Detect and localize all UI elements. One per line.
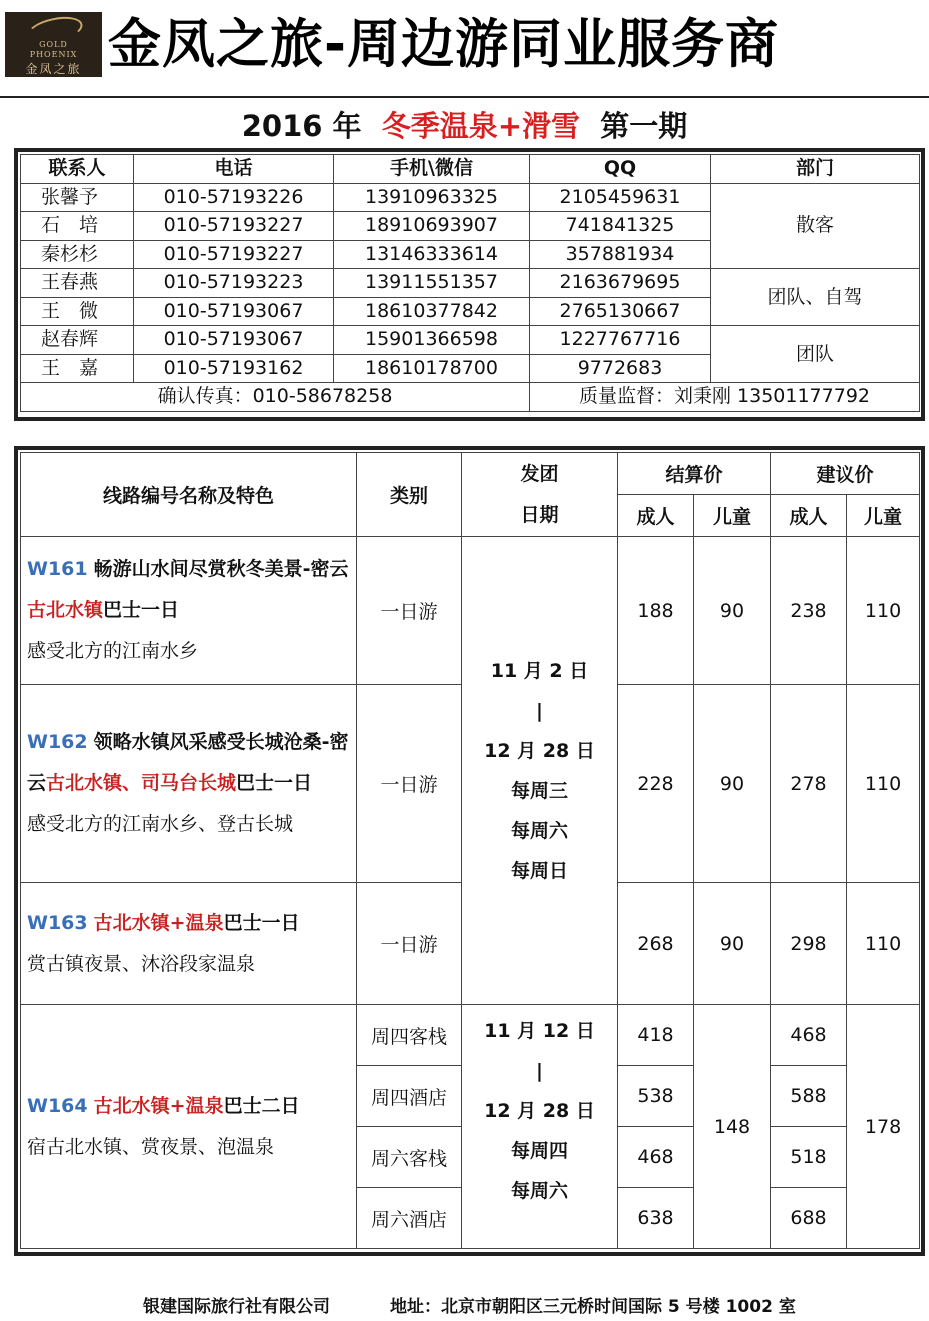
route-highlight: 古北水镇+温泉 [93,911,224,934]
contact-row [21,326,920,355]
col-settle-price: 结算价 [618,453,771,495]
settle-adult: 188 [618,537,694,685]
route-category: 一日游 [357,883,462,1005]
route-option-category: 周四酒店 [357,1066,462,1127]
settle-child: 148 [694,1005,771,1249]
subtitle-year: 2016 年 [241,109,362,143]
route-title-suffix: 巴士二日 [223,1094,300,1117]
route-row-w164 [21,1005,920,1066]
route-note: 赏古镇夜景、沐浴段家温泉 [27,952,256,975]
route-desc-w164 [21,1005,357,1249]
route-title-text: 领略水镇风采感受长城沧桑-密云 [27,731,349,794]
suggest-child: 178 [847,1005,920,1249]
contact-qq: 2163679695 [530,269,711,298]
date-weekday: 每周日 [510,859,568,882]
date-weekday: 每周六 [510,1180,568,1202]
suggest-adult: 688 [771,1188,847,1249]
contact-qq: 1227767716 [530,326,711,355]
contact-mobile: 13146333614 [334,240,530,269]
route-title-text: 畅游山水间尽赏秋冬美景-密云 [93,558,349,580]
page-title: 金凤之旅-周边游同业服务商 [108,14,779,75]
settle-child: 90 [694,685,771,883]
date-weekday: 每周四 [510,1140,568,1162]
settle-adult: 638 [618,1188,694,1249]
route-note: 感受北方的江南水乡 [27,640,199,662]
route-desc-w163 [21,883,357,1005]
date-separator: | [536,699,543,722]
contact-name: 石 培 [21,212,134,241]
route-option-category: 周六酒店 [357,1188,462,1249]
route-category: 一日游 [357,537,462,685]
depart-dates-b [462,1005,618,1249]
dept-group: 团队 [711,326,920,383]
col-route: 线路编号名称及特色 [21,453,357,537]
contact-phone: 010-57193227 [134,212,334,241]
subtitle-theme: 冬季温泉+滑雪 [381,109,581,143]
col-suggest-child: 儿童 [847,495,920,537]
contacts-footer-row [21,383,920,412]
col-settle-child: 儿童 [694,495,771,537]
settle-adult: 268 [618,883,694,1005]
date-end: 12 月 28 日 [484,1100,595,1122]
suggest-adult: 588 [771,1066,847,1127]
col-mobile: 手机\微信 [334,155,530,184]
subtitle-issue: 第一期 [600,109,688,143]
contact-mobile: 15901366598 [334,326,530,355]
contact-mobile: 13911551357 [334,269,530,298]
col-date-label: 日期 [520,503,559,526]
route-row-w161 [21,537,920,685]
company-name: 银建国际旅行社有限公司 [143,1297,330,1317]
contact-mobile: 18610178700 [334,354,530,383]
contact-phone: 010-57193226 [134,183,334,212]
col-depart-date [462,453,618,537]
route-option-category: 周六客栈 [357,1127,462,1188]
gold-phoenix-logo [5,12,102,77]
settle-adult: 418 [618,1005,694,1066]
issue-subtitle [0,104,929,145]
route-code: W161 [27,558,88,580]
date-end: 12 月 28 日 [484,739,595,762]
route-desc-w162 [21,685,357,883]
contact-mobile: 18910693907 [334,212,530,241]
route-title-w163 [27,903,350,944]
route-title-w164 [27,1086,350,1127]
col-settle-adult: 成人 [618,495,694,537]
suggest-adult: 518 [771,1127,847,1188]
suggest-child: 110 [847,685,920,883]
suggest-child: 110 [847,537,920,685]
quality-supervisor: 质量监督：刘秉刚 13501177792 [530,383,920,412]
suggest-adult: 298 [771,883,847,1005]
contact-qq: 741841325 [530,212,711,241]
col-qq: QQ [530,155,711,184]
date-separator: | [536,1060,543,1082]
route-highlight: 古北水镇 [27,599,104,621]
date-weekday: 每周六 [510,819,568,842]
route-title-suffix: 巴士一日 [223,911,300,934]
contact-mobile: 13910963325 [334,183,530,212]
contact-name: 王 嘉 [21,354,134,383]
contact-name: 王春燕 [21,269,134,298]
dept-retail: 散客 [711,183,920,269]
suggest-child: 110 [847,883,920,1005]
col-contact: 联系人 [21,155,134,184]
route-highlight: 古北水镇+温泉 [93,1094,224,1117]
contact-phone: 010-57193067 [134,326,334,355]
contact-qq: 2105459631 [530,183,711,212]
contacts-header-row [21,155,920,184]
contact-mobile: 18610377842 [334,297,530,326]
route-desc-w161 [21,537,357,685]
confirm-fax: 确认传真：010-58678258 [21,383,530,412]
depart-dates-a [462,537,618,1005]
route-category: 一日游 [357,685,462,883]
routes-table [20,452,920,1249]
col-suggest-adult: 成人 [771,495,847,537]
contact-row [21,269,920,298]
contact-phone: 010-57193067 [134,297,334,326]
suggest-adult: 238 [771,537,847,685]
route-code: W164 [27,1094,88,1117]
settle-adult: 468 [618,1127,694,1188]
header-divider [0,96,929,98]
contact-phone: 010-57193223 [134,269,334,298]
date-start: 11 月 2 日 [490,659,589,682]
contact-name: 张馨予 [21,183,134,212]
settle-child: 90 [694,883,771,1005]
header [0,0,929,96]
settle-adult: 538 [618,1066,694,1127]
suggest-adult: 278 [771,685,847,883]
routes-header-row [21,453,920,495]
route-title-suffix: 巴士一日 [103,599,180,621]
logo-phoenix-text: PHOENIX [29,50,78,59]
col-suggest-price: 建议价 [771,453,920,495]
route-code: W162 [27,731,88,753]
route-title-w162 [27,722,350,804]
logo-cn-text: 金凤之旅 [25,62,82,76]
col-phone: 电话 [134,155,334,184]
contact-name: 王 微 [21,297,134,326]
route-option-category: 周四客栈 [357,1005,462,1066]
contact-name: 秦杉杉 [21,240,134,269]
route-note: 宿古北水镇、赏夜景、泡温泉 [27,1135,275,1158]
contact-phone: 010-57193162 [134,354,334,383]
route-note: 感受北方的江南水乡、登古长城 [27,813,294,835]
route-code: W163 [27,911,88,934]
dept-group-selfdrive: 团队、自驾 [711,269,920,326]
col-dept: 部门 [711,155,920,184]
route-title-w161 [27,549,350,631]
date-weekday: 每周三 [510,779,568,802]
contact-row [21,183,920,212]
settle-adult: 228 [618,685,694,883]
suggest-adult: 468 [771,1005,847,1066]
contacts-table [20,154,920,412]
route-title-suffix: 巴士一日 [236,772,313,794]
contact-qq: 2765130667 [530,297,711,326]
contact-qq: 357881934 [530,240,711,269]
contact-phone: 010-57193227 [134,240,334,269]
contact-name: 赵春辉 [21,326,134,355]
col-category: 类别 [357,453,462,537]
settle-child: 90 [694,537,771,685]
contact-qq: 9772683 [530,354,711,383]
route-highlight: 古北水镇、司马台长城 [46,772,237,794]
logo-gold-text: GOLD [39,40,68,49]
date-start: 11 月 12 日 [484,1020,595,1042]
col-depart-label: 发团 [520,462,559,485]
company-address: 地址：北京市朝阳区三元桥时间国际 5 号楼 1002 室 [390,1297,796,1317]
